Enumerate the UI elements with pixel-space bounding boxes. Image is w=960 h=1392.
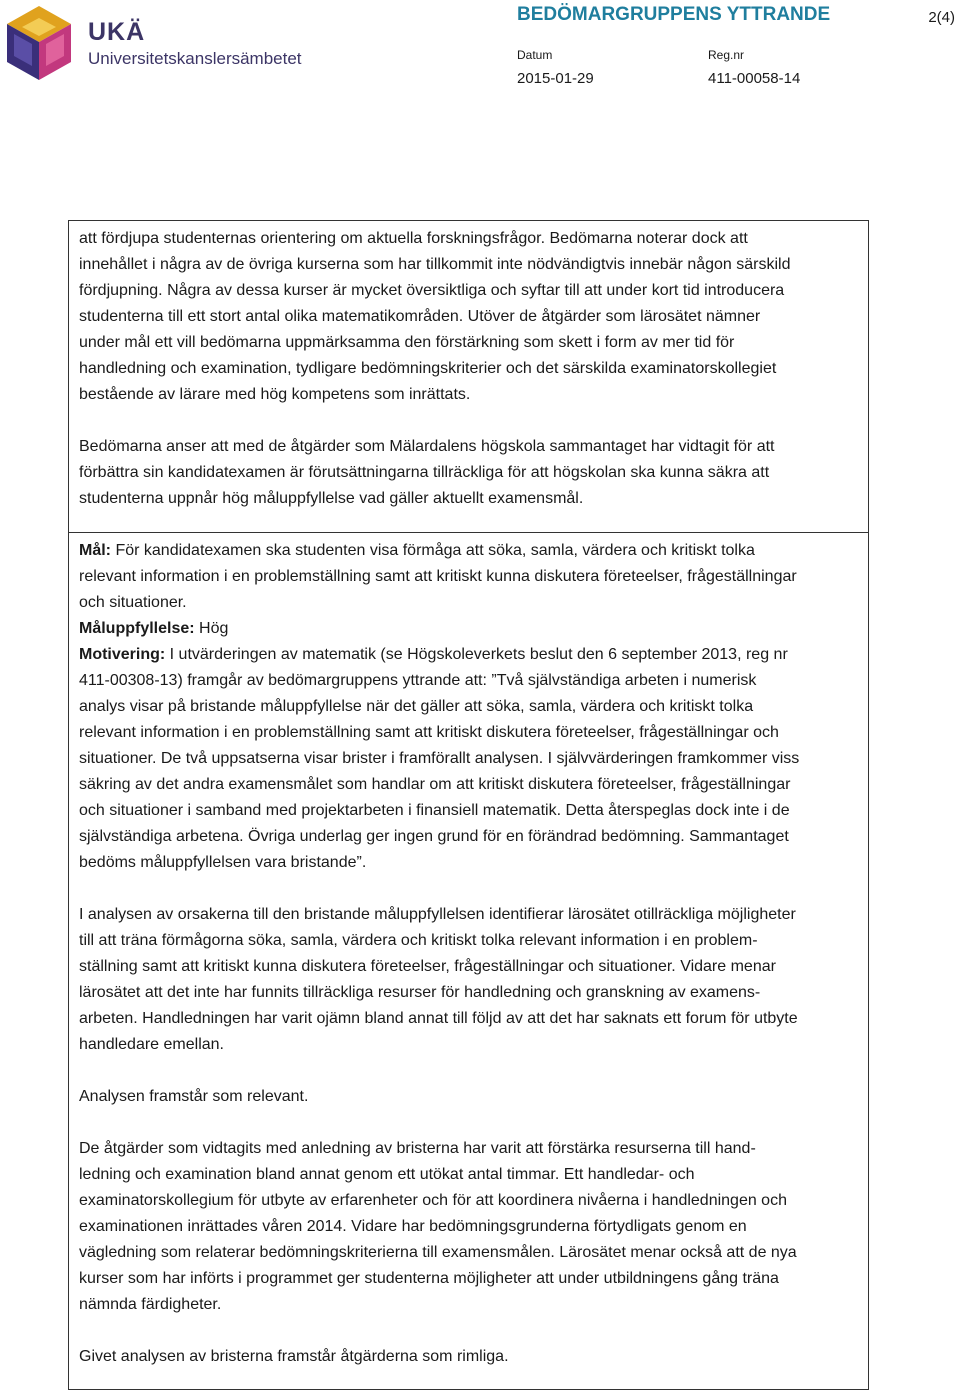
motivation-label: Motivering: (79, 646, 166, 663)
goal-label: Mål: (79, 542, 111, 559)
paragraph-conclusion (79, 434, 858, 512)
assessment-box-continued (68, 220, 869, 533)
text-line: arbeten. Handledningen har varit ojämn bland annat till följd av att det har saknats ett forum för utbyte (79, 1010, 798, 1027)
text-line: innehållet i några av de övriga kurserna som har tillkommit inte nödvändigtvis innebär någon särskild (79, 256, 791, 273)
text-line: att fördjupa studenternas orientering om aktuella forskningsfrågor. Bedömarna noterar dock att (79, 230, 748, 247)
text-line: ställning samt att kritiskt kunna diskutera företeelser, frågeställningar och situationer. Vidare menar (79, 958, 776, 975)
fulfilment-line (79, 616, 858, 642)
paragraph-deepening (79, 226, 858, 408)
paragraph-relevant (79, 1084, 858, 1110)
reg-label: Reg.nr (708, 48, 745, 62)
text-line: under mål ett vill bedömarna uppmärksamma den förstärkning som skett i form av mer tid för (79, 334, 735, 351)
text-line: relevant information i en problemställning samt att kritiskt diskutera företeelser, frågeställningar och (79, 724, 779, 741)
document-header (517, 4, 957, 94)
text-line: studenterna till ett stort antal olika matematikområden. Utöver de åtgärder som lärosätet nämner (79, 308, 761, 325)
paragraph-analysis (79, 902, 858, 1058)
uka-logo (4, 4, 334, 84)
text-line: förbättra sin kandidatexamen är förutsättningarna tillräckliga för att högskolan ska kunna säkra att (79, 464, 770, 481)
text-line: handledning och examination, tydligare bedömningskriterier och det särskilda examinatorskollegiet (79, 360, 777, 377)
goal-text: För kandidatexamen ska studenten visa förmåga att söka, samla, värdera och kritiskt tolka (111, 542, 755, 559)
org-abbreviation: UKÄ (88, 18, 146, 46)
paragraph-final (79, 1344, 858, 1370)
paragraph-measures (79, 1136, 858, 1318)
text-line: bestående av lärare med hög kompetens som inrättats. (79, 386, 471, 403)
text-line: och situationer i samband med projektarbeten i finansiell matematik. Detta återspeglas dock inte i de (79, 802, 790, 819)
text-line: och situationer. (79, 594, 187, 611)
fulfilment-label: Måluppfyllelse: (79, 620, 195, 637)
text-line: nämnda färdigheter. (79, 1296, 222, 1313)
text-line: bedöms måluppfyllelsen vara bristande”. (79, 854, 367, 871)
fulfilment-value: Hög (194, 620, 229, 637)
text-line: handledare emellan. (79, 1036, 224, 1053)
text-line: fördjupning. Några av dessa kurser är mycket översiktliga och syftar till att under kort tid introducera (79, 282, 785, 299)
page-number: 2(4) (928, 9, 955, 26)
text-line: Bedömarna anser att med de åtgärder som Mälardalens högskola sammantaget har vidtagit för att (79, 438, 775, 455)
org-name: Universitetskanslersämbetet (88, 49, 302, 68)
text-line: självständiga arbetena. Övriga underlag ger ingen grund för en förändrad bedömning. Sammantaget (79, 828, 789, 845)
text-line: examinatorskollegium för utbyte av erfarenheter och för att koordinera nivåerna i handledningen och (79, 1192, 787, 1209)
text-line: analys visar på bristande måluppfyllelse när det gäller att söka, samla, värdera och kritiskt tolka (79, 698, 754, 715)
text-line: relevant information i en problemställning samt att kritiskt kunna diskutera företeelser, frågeställningar (79, 568, 797, 585)
text-line: ledning och examination bland annat genom ett utökat antal timmar. Ett handledar- och (79, 1166, 695, 1183)
date-label: Datum (517, 48, 553, 62)
reg-value: 411-00058-14 (708, 70, 801, 87)
text-line: studenterna uppnår hög måluppfyllelse vad gäller aktuellt examensmål. (79, 490, 584, 507)
date-value: 2015-01-29 (517, 70, 594, 87)
text-line: 411-00308-13) framgår av bedömargruppens yttrande att: ”Två självständiga arbeten i numerisk (79, 672, 757, 689)
text-line: examinationen inrättades våren 2014. Vidare har bedömningsgrunderna förtydligats genom en (79, 1218, 747, 1235)
text-line: säkring av det andra examensmålet som handlar om att kritiskt diskutera företeelser, frågeställningar (79, 776, 791, 793)
text-line: vägledning som relaterar bedömningskriterierna till examensmålen. Lärosätet menar också att de nya (79, 1244, 797, 1261)
text-line: kurser som har införts i programmet ger studenterna möjligheter att under utbildningens gång träna (79, 1270, 779, 1287)
text-line: I analysen av orsakerna till den bristande måluppfyllelsen identifierar lärosätet otillräckliga möjligheter (79, 906, 796, 923)
text-line: De åtgärder som vidtagits med anledning av bristerna har varit att förstärka resurserna till hand- (79, 1140, 756, 1157)
text-line: Givet analysen av bristerna framstår åtgärderna som rimliga. (79, 1348, 509, 1365)
text-line: lärosätet att det inte har funnits tillräckliga resurser för handledning och granskning av examens- (79, 984, 761, 1001)
goal-line (79, 538, 858, 564)
motivation-text: I utvärderingen av matematik (se Högskoleverkets beslut den 6 september 2013, reg nr (165, 646, 788, 663)
assessment-box-goal (68, 532, 869, 1390)
text-line: till att träna förmågorna söka, samla, värdera och kritiskt tolka relevant information i en problem- (79, 932, 758, 949)
goal-section (79, 538, 858, 876)
document-title: BEDÖMARGRUPPENS YTTRANDE (517, 4, 831, 25)
text-line: situationer. De två uppsatserna visar brister i framförallt analysen. I självvärderingen framkommer viss (79, 750, 800, 767)
uka-cube-icon (4, 4, 74, 82)
text-line: Analysen framstår som relevant. (79, 1088, 309, 1105)
motivation-line (79, 642, 858, 668)
